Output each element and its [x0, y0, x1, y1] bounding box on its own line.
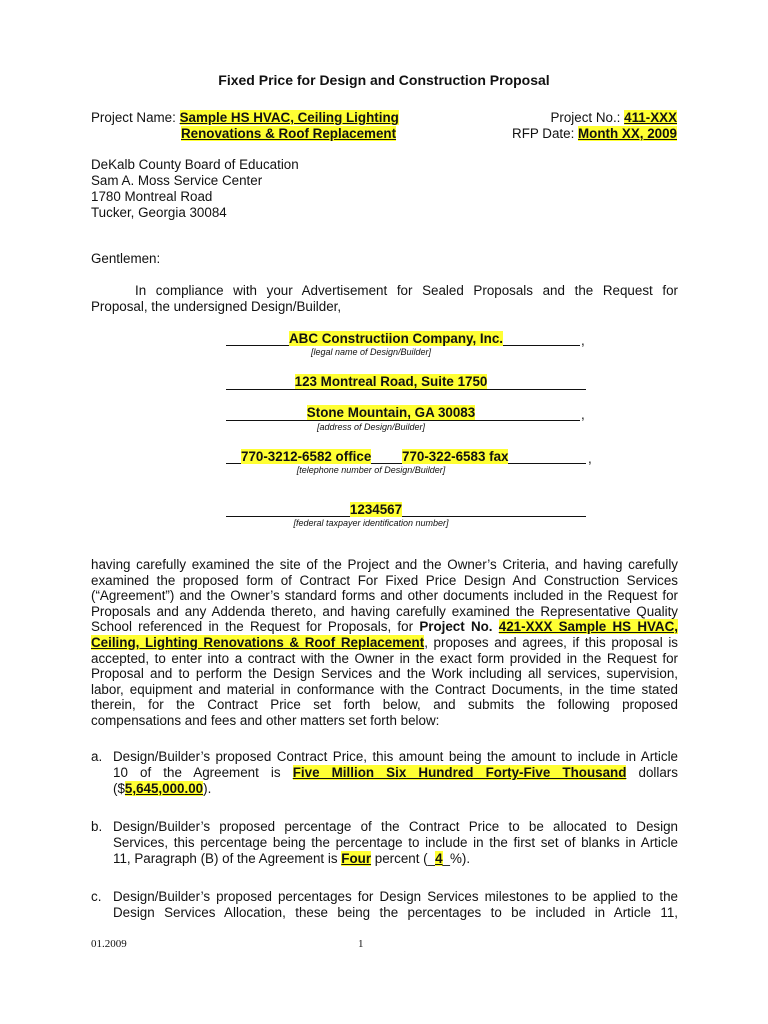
project-no — [550, 110, 677, 126]
comma: , — [588, 451, 592, 466]
body-text: School referenced in the Request for Proposals, for — [91, 619, 414, 635]
recipient-address — [91, 157, 299, 221]
contract-price-amount: 5,645,000.00 — [124, 781, 204, 796]
project-name-value-1: Sample HS HVAC, Ceiling Lighting — [179, 110, 399, 125]
item-a-marker: a. — [91, 749, 103, 764]
item-b — [113, 819, 678, 867]
document-title: Fixed Price for Design and Construction Proposal — [218, 72, 550, 88]
item-text: ($ — [113, 781, 125, 796]
body-line: examined the proposed form of Contract For Fixed Price Design And Construction Services — [91, 572, 678, 588]
rfp-date — [512, 126, 677, 142]
project-ref-highlight: 421-XXX Sample HS HVAC, — [498, 619, 678, 635]
intro-line: In compliance with your Advertisement for Sealed Proposals and the Request for — [135, 283, 678, 298]
item-b-marker: b. — [91, 819, 103, 834]
fax-number: 770-322-6583 fax — [402, 449, 509, 464]
item-c — [113, 889, 678, 921]
body-line: Proposals and any Addenda thereto, and having carefully examined the Representative Quality — [91, 603, 678, 619]
footer-date: 01.2009 — [91, 938, 127, 950]
design-percent-number: 4 — [435, 851, 443, 866]
rfp-date-label: RFP Date: — [512, 126, 575, 141]
comma: , — [581, 333, 585, 348]
body-line: labor, equipment and material in conformance with the Contract Documents, in the time stated — [91, 681, 678, 697]
body-line — [91, 619, 678, 635]
project-name-value-2: Renovations & Roof Replacement — [181, 126, 397, 141]
salutation: Gentlemen: — [91, 251, 161, 266]
item-text: 11, Paragraph (B) of the Agreement is — [113, 851, 338, 866]
item-text: _%). — [442, 851, 471, 866]
item-line: Design/Builder’s proposed percentage of the Contract Price to be allocated to Design — [113, 819, 678, 834]
contract-price-words: Five Million Six Hundred Forty-Five Thousand — [292, 765, 627, 780]
design-percent-words: Four — [341, 851, 372, 866]
city-underline — [226, 420, 580, 421]
project-name-block — [91, 110, 399, 126]
address-line: Tucker, Georgia 30084 — [91, 205, 227, 220]
address-line: Sam A. Moss Service Center — [91, 173, 263, 188]
project-ref-highlight: Ceiling, Lighting Renovations & Roof Replacement — [91, 634, 425, 650]
address-caption: [address of Design/Builder] — [316, 422, 426, 432]
body-paragraph — [91, 557, 678, 729]
body-line: accepted, to enter into a contract with the Owner in the exact form provided in the Request for — [91, 650, 678, 666]
company-caption: [legal name of Design/Builder] — [310, 347, 432, 357]
item-text: ). — [203, 781, 212, 796]
body-line: (“Agreement”) and the Owner’s standard forms and other documents included in the Request for — [91, 588, 678, 604]
phone-caption: [telephone number of Design/Builder] — [296, 465, 446, 475]
company-name: ABC Constructiion Company, Inc. — [288, 331, 503, 346]
address-line: 1780 Montreal Road — [91, 189, 213, 204]
intro-line: Proposal, the undersigned Design/Builder, — [91, 299, 342, 314]
phone-number: 770-3212-6582 office — [241, 449, 372, 464]
item-line: Services, this percentage being the percentage to include in the first set of blanks in Article — [113, 835, 678, 850]
body-text: , proposes and agrees, if this proposal is — [424, 634, 678, 650]
rfp-date-value: Month XX, 2009 — [578, 126, 677, 141]
street-address: 123 Montreal Road, Suite 1750 — [294, 374, 488, 389]
page-number: 1 — [358, 938, 364, 950]
project-no-label: Project No.: — [550, 110, 621, 125]
item-line — [113, 765, 678, 781]
body-line: having carefully examined the site of the Project and the Owner’s Criteria, and having carefully — [91, 557, 678, 572]
item-line: Design/Builder’s proposed Contract Price, this amount being the amount to include in Article — [113, 749, 678, 764]
item-line: Design Services Allocation, these being the percentages to be included in Article 11, — [113, 905, 678, 920]
street-underline — [226, 389, 586, 390]
project-name-label: Project Name: — [91, 110, 176, 125]
body-line — [91, 635, 678, 651]
project-no-value: 411-XXX — [624, 110, 677, 125]
comma: , — [581, 407, 585, 422]
item-line: Design/Builder’s proposed percentages for Design Services milestones to be applied to the — [113, 889, 678, 904]
body-line: therein, for the Contract Price set forth below, and submits the following proposed — [91, 697, 678, 713]
taxid-caption: [federal taxpayer identification number] — [293, 518, 449, 528]
taxpayer-id: 1234567 — [349, 502, 403, 517]
item-text: 10 of the Agreement is — [113, 765, 281, 780]
intro-paragraph — [91, 283, 678, 315]
item-text: dollars — [638, 765, 678, 780]
city-state-zip: Stone Mountain, GA 30083 — [306, 405, 476, 420]
body-line: compensations and fees and other matters set forth below: — [91, 712, 440, 728]
item-c-marker: c. — [91, 889, 102, 904]
item-line — [113, 781, 678, 797]
item-a — [113, 749, 678, 797]
item-text: percent (_ — [374, 851, 436, 866]
project-no-ref-label: Project No. — [419, 619, 493, 635]
address-line: DeKalb County Board of Education — [91, 157, 299, 172]
body-line: Proposal and to perform the Design Services and the Work including all services, supervision, — [91, 666, 678, 682]
item-line — [113, 851, 678, 867]
